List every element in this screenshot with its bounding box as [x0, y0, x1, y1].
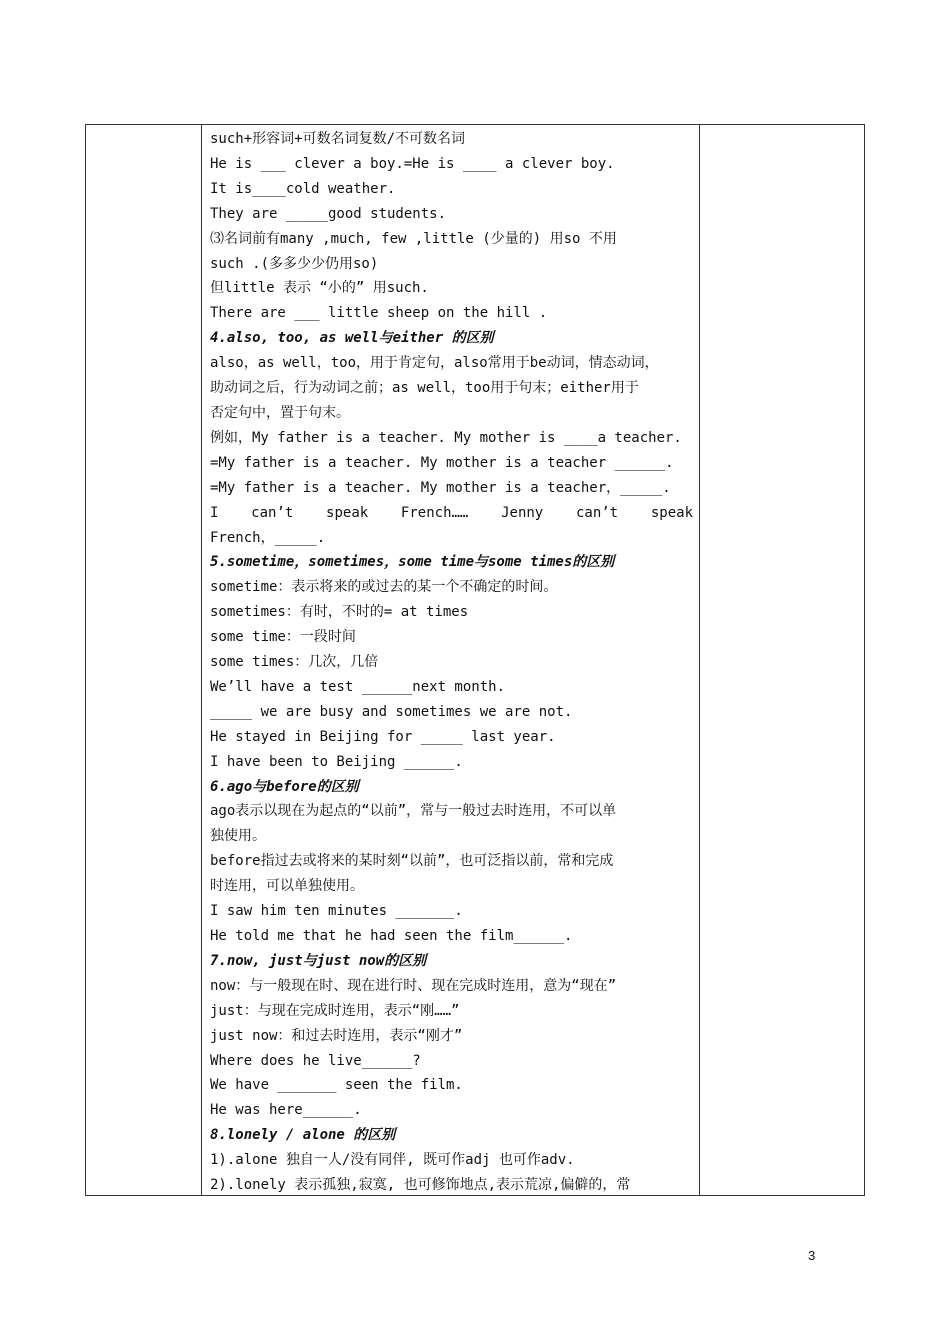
- text-line: now：与一般现在时、现在进行时、现在完成时连用，意为“现在”: [210, 977, 617, 994]
- section-heading: 8.lonely / alone 的区别: [210, 1127, 396, 1144]
- text-line: ago表示以现在为起点的“以前”，常与一般过去时连用，不可以单: [210, 803, 617, 820]
- text-line: =My father is a teacher. My mother is a teacher，_____.: [210, 479, 671, 496]
- text-line: He was here______.: [210, 1102, 362, 1119]
- text-line: We’ll have a test ______next month.: [210, 678, 506, 695]
- text-line: I can’t speak French…… Jenny can’t speak: [210, 504, 693, 521]
- text-line: 但little 表示 “小的” 用such.: [210, 280, 429, 297]
- page-number: 3: [808, 1248, 816, 1263]
- table-main-column: [202, 125, 700, 1195]
- text-line: Where does he live______?: [210, 1052, 421, 1069]
- text-line: French，_____.: [210, 529, 326, 546]
- text-line: 助动词之后，行为动词之前；as well，too用于句末；either用于: [210, 380, 639, 397]
- text-line: _____ we are busy and sometimes we are not.: [210, 703, 573, 720]
- section-heading: 4.also, too, as well与either 的区别: [210, 330, 494, 347]
- text-line: He is ___ clever a boy.=He is ____ a clever boy.: [210, 155, 615, 172]
- content-table: [85, 124, 865, 1196]
- text-line: He stayed in Beijing for _____ last year.: [210, 728, 556, 745]
- table-left-column: [86, 125, 202, 1195]
- text-line: 2).lonely 表示孤独,寂寞, 也可修饰地点,表示荒凉,偏僻的，常: [210, 1177, 631, 1194]
- text-line: ⑶名词前有many ,much, few ,little (少量的) 用so 不用: [210, 230, 617, 247]
- text-line: I have been to Beijing ______.: [210, 753, 463, 770]
- text-line: 否定句中，置于句末。: [210, 404, 350, 421]
- text-line: 1).alone 独自一人/没有同伴, 既可作adj 也可作adv.: [210, 1152, 575, 1169]
- text-line: They are _____good students.: [210, 205, 447, 222]
- text-line: He told me that he had seen the film______.: [210, 928, 573, 944]
- text-line: 时连用，可以单独使用。: [210, 878, 364, 895]
- text-line: just：与现在完成时连用，表示“刚……”: [210, 1002, 460, 1019]
- text-line: 独使用。: [210, 828, 266, 845]
- text-line: I saw him ten minutes _______.: [210, 903, 463, 920]
- text-line: =My father is a teacher. My mother is a teacher ______.: [210, 454, 674, 471]
- text-line: some time：一段时间: [210, 629, 356, 646]
- text-line: There are ___ little sheep on the hill .: [210, 305, 548, 322]
- text-line: We have _______ seen the film.: [210, 1077, 463, 1094]
- section-heading: 6.ago与before的区别: [210, 778, 359, 795]
- text-line: sometime：表示将来的或过去的某一个不确定的时间。: [210, 579, 558, 596]
- text-line: just now：和过去时连用，表示“刚才”: [210, 1027, 463, 1044]
- text-line: 例如，My father is a teacher. My mother is ____a teacher.: [210, 429, 682, 446]
- text-line: also，as well，too，用于肯定句，also常用于be动词，情态动词，: [210, 355, 659, 372]
- section-heading: 7.now, just与just now的区别: [210, 952, 427, 969]
- text-line: some times：几次，几倍: [210, 654, 379, 671]
- table-right-column: [700, 125, 864, 1195]
- text-line: such+形容词+可数名词复数/不可数名词: [210, 131, 466, 147]
- text-line: It is____cold weather.: [210, 180, 396, 197]
- text-line: such .(多多少少仍用so): [210, 255, 379, 272]
- text-line: sometimes：有时，不时的= at times: [210, 604, 469, 621]
- section-heading: 5.sometime，sometimes，some time与some times的区别: [210, 554, 615, 571]
- text-line: before指过去或将来的某时刻“以前”，也可泛指以前，常和完成: [210, 853, 614, 870]
